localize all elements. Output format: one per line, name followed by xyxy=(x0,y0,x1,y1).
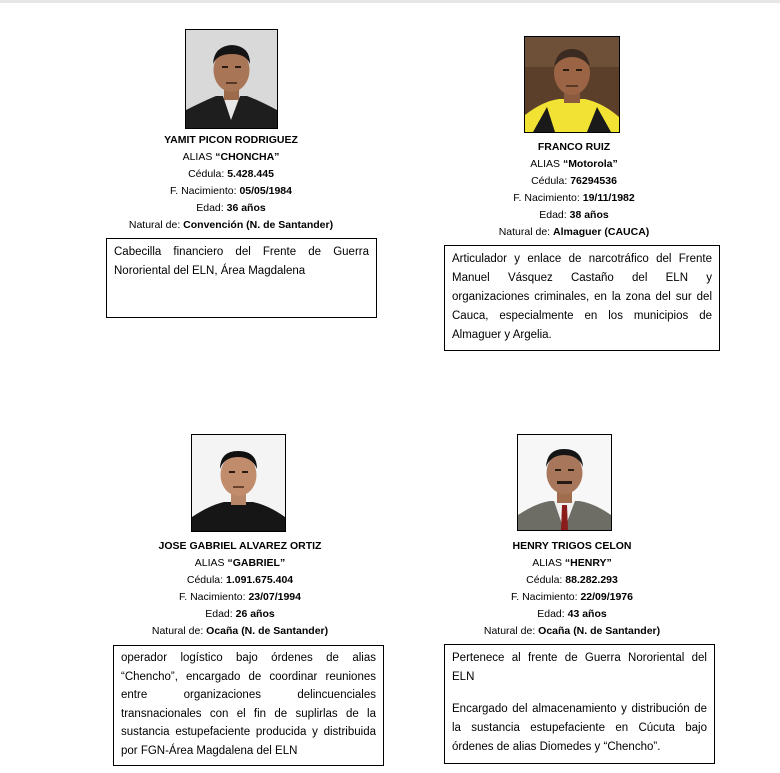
profile-photo xyxy=(185,29,278,129)
cedula-value: 5.428.445 xyxy=(227,168,274,180)
alias-line xyxy=(441,555,703,572)
origin-value: Almaguer (CAUCA) xyxy=(553,226,650,238)
alias-value: “GABRIEL” xyxy=(227,557,286,569)
profile-photo xyxy=(524,36,620,133)
alias-value: “CHONCHA” xyxy=(215,151,280,163)
age-label: Edad: xyxy=(537,608,565,620)
profile-description xyxy=(444,644,715,764)
cedula-value: 76294536 xyxy=(570,175,617,187)
profile-photo xyxy=(517,434,612,531)
cedula-label: Cédula: xyxy=(188,168,225,180)
birthdate-label: F. Nacimiento: xyxy=(510,591,578,603)
birthdate-value: 19/11/1982 xyxy=(582,192,635,204)
profile-description xyxy=(113,645,384,766)
birthdate-label: F. Nacimiento: xyxy=(169,185,237,197)
age-value: 36 años xyxy=(226,202,266,214)
age-value: 26 años xyxy=(235,608,275,620)
alias-line xyxy=(100,149,362,166)
age-value: 43 años xyxy=(567,608,607,620)
profile-name: FRANCO RUIZ xyxy=(537,141,611,153)
origin-line xyxy=(100,217,362,234)
origin-label: Natural de: xyxy=(483,625,536,637)
profile-info xyxy=(100,132,362,234)
profile-photo xyxy=(191,434,286,532)
profile-description xyxy=(106,238,377,318)
cedula-value: 1.091.675.404 xyxy=(225,574,294,586)
birthdate-line xyxy=(100,589,380,606)
profile-info xyxy=(443,139,705,241)
cedula-line xyxy=(443,173,705,190)
profile-name: JOSE GABRIEL ALVAREZ ORTIZ xyxy=(158,540,322,552)
alias-label: ALIAS xyxy=(532,557,562,569)
birthdate-line xyxy=(443,190,705,207)
profile-name: YAMIT PICON RODRIGUEZ xyxy=(164,134,298,146)
birthdate-value: 22/09/1976 xyxy=(580,591,633,603)
age-line xyxy=(443,207,705,224)
cedula-line xyxy=(100,166,362,183)
age-label: Edad: xyxy=(539,209,567,221)
description-paragraph: operador logístico bajo órdenes de alias “Chencho”, encargado de coordinar reuniones entre organizaciones delincuenciales transnacionales con el fin de suplirlas de la sustancia estupefaciente producida y distribuida por FGN-Área Magdalena del ELN xyxy=(121,652,376,757)
origin-label: Natural de: xyxy=(498,226,551,238)
description-paragraph: Cabecilla financiero del Frente de Guerra Nororiental del ELN, Área Magdalena xyxy=(114,246,369,277)
birthdate-value: 05/05/1984 xyxy=(239,185,292,197)
cedula-line xyxy=(441,572,703,589)
alias-line xyxy=(443,156,705,173)
cedula-label: Cédula: xyxy=(531,175,568,187)
alias-value: “Motorola” xyxy=(562,158,618,170)
birthdate-line xyxy=(100,183,362,200)
origin-value: Ocaña (N. de Santander) xyxy=(206,625,329,637)
profile-info xyxy=(441,538,703,640)
cedula-label: Cédula: xyxy=(186,574,224,586)
profile-name: HENRY TRIGOS CELON xyxy=(512,540,632,552)
page-top-border xyxy=(0,0,780,3)
cedula-label: Cédula: xyxy=(526,574,563,586)
age-line xyxy=(441,606,703,623)
alias-line xyxy=(100,555,380,572)
origin-value: Convención (N. de Santander) xyxy=(183,219,334,231)
alias-label: ALIAS xyxy=(182,151,213,163)
birthdate-label: F. Nacimiento: xyxy=(513,192,580,204)
age-value: 38 años xyxy=(569,209,609,221)
birthdate-line xyxy=(441,589,703,606)
alias-label: ALIAS xyxy=(194,557,225,569)
origin-line xyxy=(441,623,703,640)
alias-value: “HENRY” xyxy=(564,557,612,569)
description-paragraph: Pertenece al frente de Guerra Nororiental del ELN xyxy=(452,652,707,683)
age-line xyxy=(100,606,380,623)
origin-line xyxy=(100,623,380,640)
cedula-line xyxy=(100,572,380,589)
age-line xyxy=(100,200,362,217)
description-paragraph: Encargado del almacenamiento y distribución de la sustancia estupefaciente en Cúcuta bajo órdenes de alias Diomedes y “Chencho”. xyxy=(452,703,707,753)
age-label: Edad: xyxy=(205,608,233,620)
origin-label: Natural de: xyxy=(151,625,204,637)
birthdate-value: 23/07/1994 xyxy=(248,591,301,603)
origin-label: Natural de: xyxy=(128,219,181,231)
description-paragraph: Articulador y enlace de narcotráfico del Frente Manuel Vásquez Castaño del ELN y organizaciones criminales, en la zona del sur del Cauca, especialmente en los municipios de Almaguer y Argelia. xyxy=(452,253,712,341)
age-label: Edad: xyxy=(196,202,224,214)
birthdate-label: F. Nacimiento: xyxy=(178,591,246,603)
profile-description xyxy=(444,245,720,351)
alias-label: ALIAS xyxy=(530,158,561,170)
origin-value: Ocaña (N. de Santander) xyxy=(538,625,661,637)
profile-info xyxy=(100,538,380,640)
origin-line xyxy=(443,224,705,241)
cedula-value: 88.282.293 xyxy=(565,574,618,586)
